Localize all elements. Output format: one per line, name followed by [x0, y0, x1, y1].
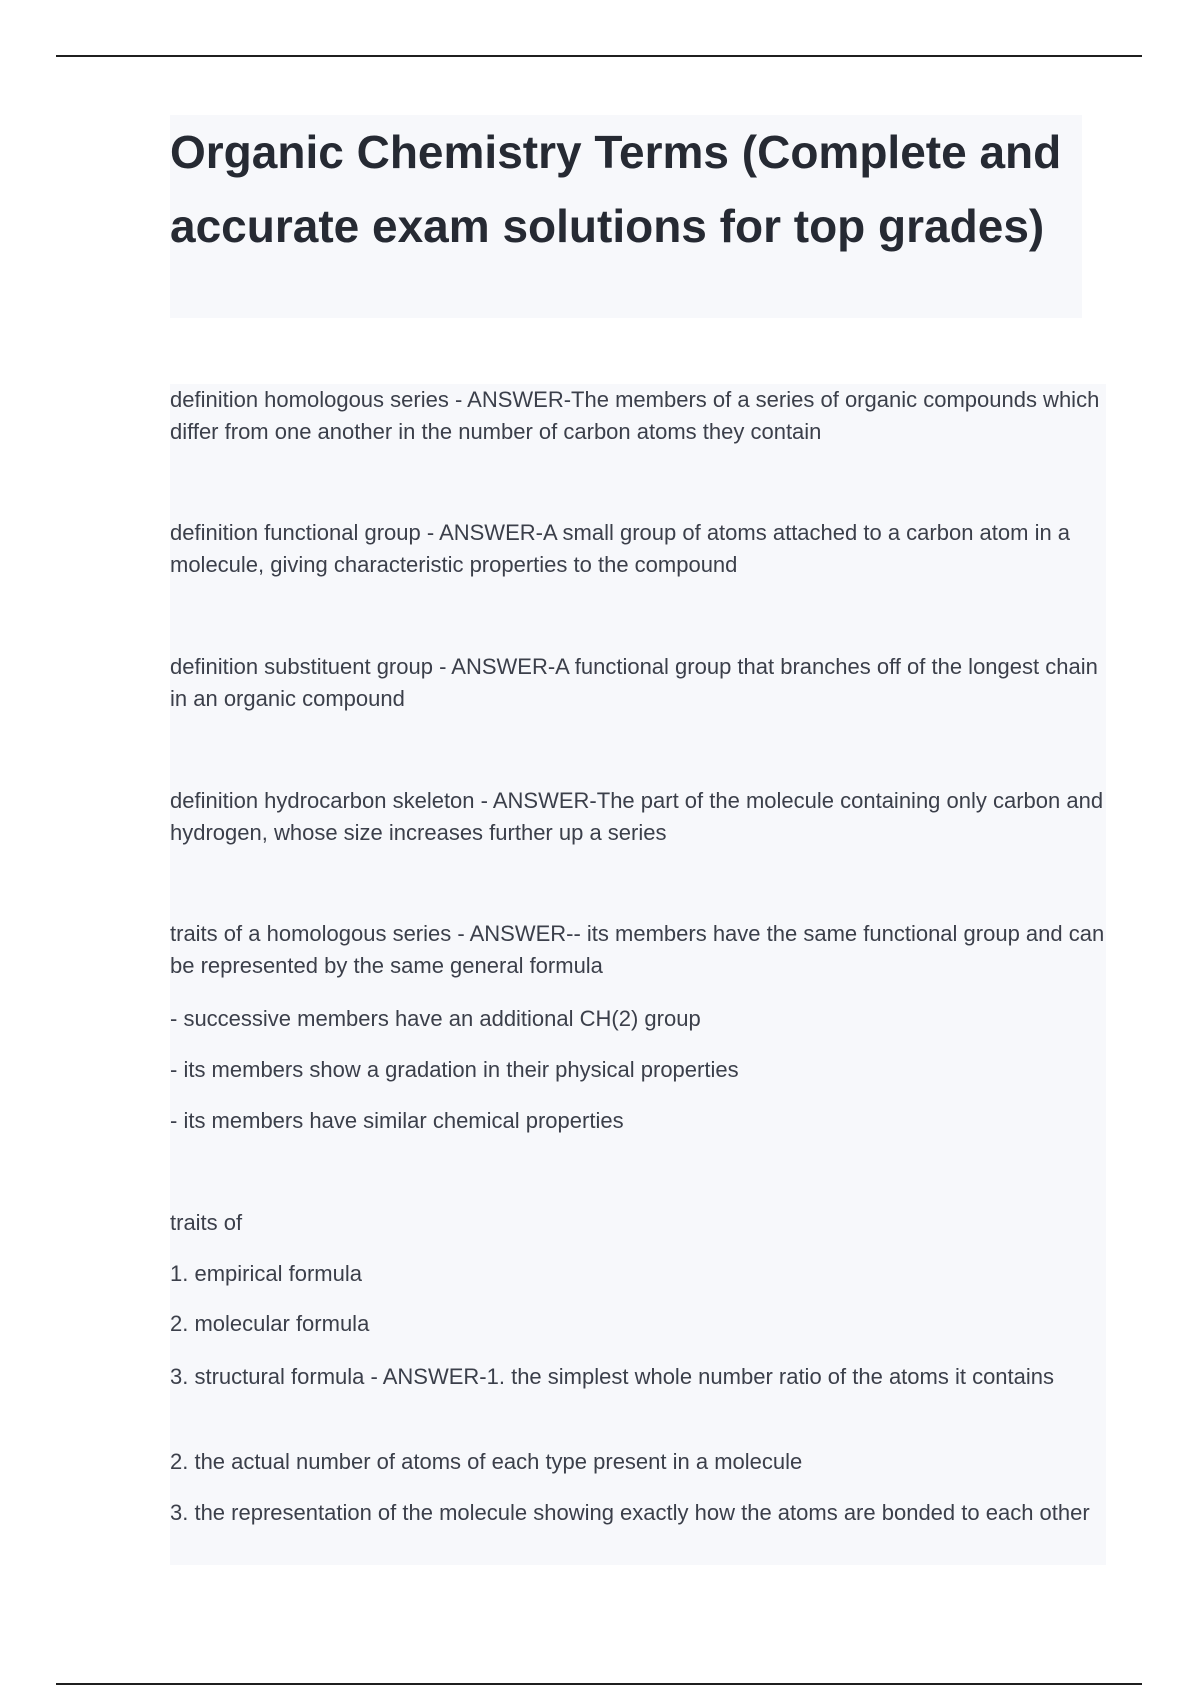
trait-item: - its members show a gradation in their physical properties — [170, 1057, 739, 1082]
term-homologous-traits: traits of a homologous series - ANSWER-- its members have the same functional group and can be represented by the same general formula — [170, 921, 1105, 978]
formula-answer-item: 2. the actual number of atoms of each type present in a molecule — [170, 1449, 803, 1474]
page-title: Organic Chemistry Terms (Complete and accurate exam solutions for top grades) — [170, 126, 1062, 252]
formula-item: 1. empirical formula — [170, 1261, 362, 1286]
term-formula-traits: traits of — [170, 1210, 243, 1235]
content-block — [170, 384, 1106, 1565]
formula-answer-item: 3. the representation of the molecule showing exactly how the atoms are bonded to each other — [170, 1500, 1090, 1525]
formula-item: 2. molecular formula — [170, 1311, 370, 1336]
bottom-divider — [56, 1683, 1142, 1685]
title-block — [170, 115, 1082, 318]
term-functional-group: definition functional group - ANSWER-A small group of atoms attached to a carbon atom in a molecule, giving characteristic properties to the compound — [170, 520, 1071, 577]
trait-item: - successive members have an additional CH(2) group — [170, 1006, 701, 1031]
term-substituent-group: definition substituent group - ANSWER-A functional group that branches off of the longest chain in an organic compound — [170, 654, 1098, 711]
top-divider — [56, 55, 1142, 57]
term-hydrocarbon-skeleton: definition hydrocarbon skeleton - ANSWER-The part of the molecule containing only carbon and hydrogen, whose size increases further up a series — [170, 788, 1104, 845]
term-homologous-series: definition homologous series - ANSWER-The members of a series of organic compounds which differ from one another in the number of carbon atoms they contain — [170, 387, 1100, 444]
formula-item: 3. structural formula - ANSWER-1. the simplest whole number ratio of the atoms it contains — [170, 1364, 1055, 1389]
trait-item: - its members have similar chemical properties — [170, 1108, 624, 1133]
